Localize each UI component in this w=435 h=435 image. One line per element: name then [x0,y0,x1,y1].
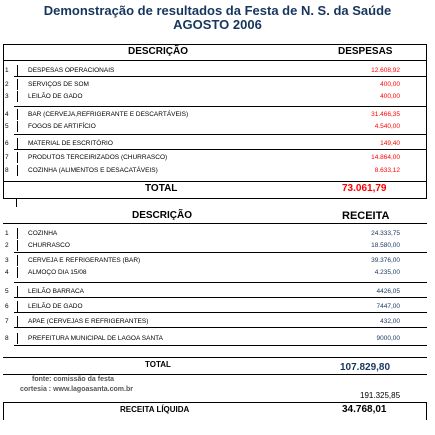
row-value: 149,40 [380,140,400,147]
row-label: APAE (CERVEJAS E REFRIGERANTES) [28,318,149,325]
net-box-right [426,402,427,420]
row-divider [17,286,18,297]
net-divider [3,402,427,403]
row-number: 2 [5,81,9,88]
row-label: MATERIAL DE ESCRITÓRIO [28,140,113,147]
row-value: 9000,00 [376,335,400,342]
row-number: 8 [5,167,9,174]
row-label: LEILÃO BARRACA [28,288,84,295]
row-number: 2 [5,242,9,249]
row-divider [17,152,18,163]
expenses-total-divider [3,181,427,182]
row-value: 39.376,00 [371,257,400,264]
revenue-col-desc: DESCRIÇÃO [132,210,193,221]
row-value: 8.633,12 [374,167,400,174]
expenses-total-value: 73.061,79 [342,183,387,194]
row-label: DESPESAS OPERACIONAIS [28,67,115,74]
row-number: 4 [5,269,9,276]
group-separator [14,312,427,313]
revenue-total-label: TOTAL [145,360,171,369]
row-value: 31.466,35 [371,111,400,118]
row-label: LEILÃO DE GADO [28,93,83,100]
revenue-row [3,267,427,278]
revenue-col-value: RECEITA [342,210,390,222]
revenue-total-divider-bottom [3,374,427,375]
revenue-row [3,316,427,327]
row-label: CHURRASCO [28,242,70,249]
row-label: BAR (CERVEJA,REFRIGERANTE E DESCARTÁVEIS) [28,111,189,118]
expenses-row [3,65,427,76]
report-title-line1: Demonstração de resultados da Festa de N. S. da Saúde [43,3,392,18]
source-note: fonte: comissão da festa [32,376,115,383]
group-separator [14,149,427,150]
subtotal-value: 191.325,85 [360,391,401,400]
row-divider [17,79,18,90]
row-label: CERVEJA E REFRIGERANTES (BAR) [28,257,141,264]
row-divider [17,109,18,120]
row-number: 3 [5,257,9,264]
revenue-row [3,255,427,266]
expenses-total-label: TOTAL [145,183,178,194]
revenue-header-divider [3,223,427,224]
expenses-header-divider [3,60,427,61]
row-label: PREFEITURA MUNICIPAL DE LAGOA SANTA [28,335,163,342]
row-number: 1 [5,67,9,74]
row-number: 7 [5,154,9,161]
group-separator [14,252,427,253]
expenses-row [3,121,427,132]
row-label: COZINHA (ALIMENTOS E DESACATÁVEIS) [28,167,158,174]
row-divider [17,333,18,344]
row-number: 8 [5,335,9,342]
row-number: 5 [5,123,9,130]
row-divider [17,138,18,149]
expenses-row [3,138,427,149]
revenue-total-divider-top [3,357,427,358]
row-number: 6 [5,140,9,147]
row-divider [17,65,18,76]
row-divider [17,91,18,102]
expenses-col-desc: DESCRIÇÃO [128,46,189,57]
expenses-row [3,91,427,102]
expenses-row [3,79,427,90]
revenue-total-value: 107.829,80 [340,362,391,373]
row-divider [17,267,18,278]
group-separator [14,106,427,107]
row-divider [17,316,18,327]
row-value: 7447,00 [376,303,400,310]
row-divider [17,228,18,239]
revenue-row [3,286,427,297]
row-label: LEILÃO DE GADO [28,303,83,310]
expenses-col-value: DESPESAS [338,46,393,57]
row-number: 6 [5,303,9,310]
row-divider [17,301,18,312]
row-label: FOGOS DE ARTIFÍCIO [28,123,96,130]
row-value: 432,00 [380,318,400,325]
net-revenue-label: RECEITA LÍQUIDA [120,405,190,414]
expenses-row [3,109,427,120]
row-divider [17,165,18,176]
row-value: 24.333,75 [371,230,400,237]
row-value: 4426,05 [376,288,400,295]
group-separator [14,327,427,328]
net-box-left [3,402,4,420]
row-value: 14.864,00 [371,154,400,161]
row-number: 7 [5,318,9,325]
row-label: PRODUTOS TERCEIRIZADOS (CHURRASCO) [28,154,168,161]
report-title-line2: AGOSTO 2006 [173,17,262,32]
group-separator [14,134,427,135]
row-number: 1 [5,230,9,237]
row-value: 400,00 [380,93,400,100]
text-cursor [16,198,17,207]
row-number: 3 [5,93,9,100]
row-label: SERVIÇOS DE SOM [28,81,89,88]
row-label: ALMOÇO DIA 15/08 [28,269,87,276]
net-revenue-value: 34.768,01 [342,404,387,415]
revenue-row [3,228,427,239]
group-separator [14,76,427,77]
row-divider [17,121,18,132]
credit-note: cortesia : www.lagoasanta.com.br [20,386,133,393]
group-separator [14,297,427,298]
row-value: 4.540,00 [374,123,400,130]
row-value: 18.580,00 [371,242,400,249]
revenue-row [3,240,427,251]
row-value: 4.235,00 [374,269,400,276]
revenue-row [3,333,427,344]
row-divider [17,255,18,266]
row-value: 12.608,92 [371,67,400,74]
row-number: 5 [5,288,9,295]
row-value: 400,00 [380,81,400,88]
revenue-row [3,301,427,312]
expenses-row [3,152,427,163]
group-separator [14,345,427,346]
row-label: COZINHA [28,230,58,237]
row-number: 4 [5,111,9,118]
expenses-row [3,165,427,176]
group-separator [14,282,427,283]
row-divider [17,240,18,251]
